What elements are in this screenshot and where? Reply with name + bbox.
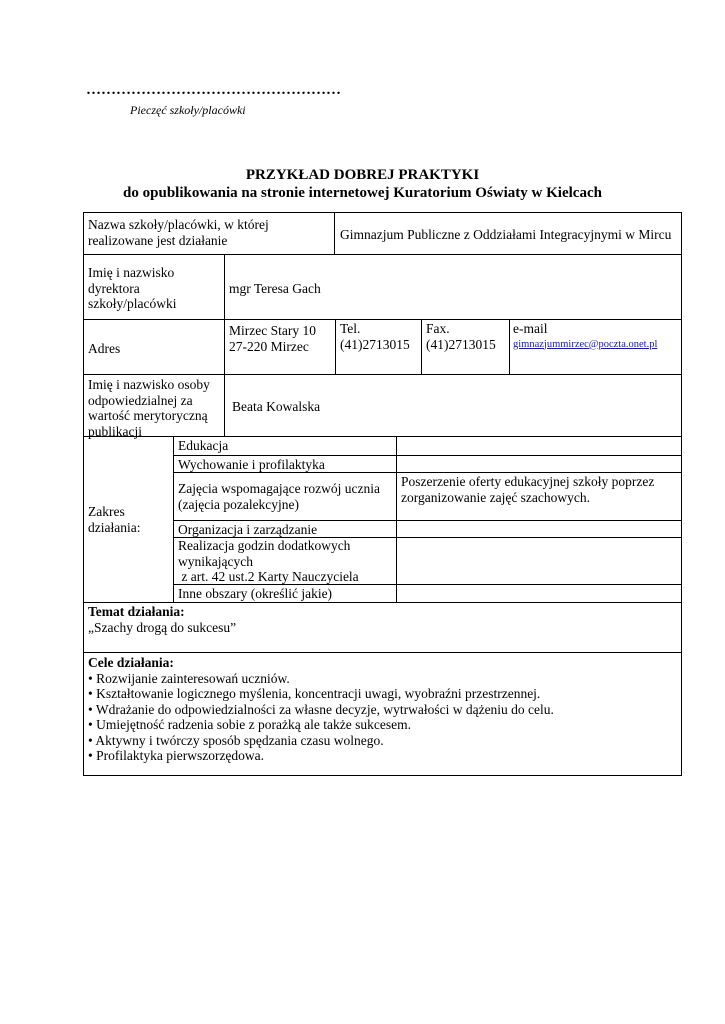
phone-field: Tel. (41)2713015 [340,321,410,352]
director-label: Imię i nazwisko dyrektora szkoły/placówki [88,265,177,311]
topic-section [88,604,236,635]
stamp-dots: …………………………………………… [86,82,341,98]
goals-section [88,655,554,764]
scope-item-education: Edukacja [178,438,229,453]
scope-item-extra-hours: Realizacja godzin dodatkowych wynikających z art. 42 ust.2 Karty Nauczyciela [178,538,359,584]
address-label: Adres [88,341,121,356]
list-item: • Kształtowanie logicznego myślenia, koncentracji uwagi, wyobraźni przestrzennej. [88,686,541,701]
list-item: • Rozwijanie zainteresowań uczniów. [88,670,290,686]
director-value: mgr Teresa Gach [229,281,321,296]
scope-item-upbringing: Wychowanie i profilaktyka [178,457,325,472]
scope-item-organization: Organizacja i zarządzanie [178,522,318,537]
scope-item-other: Inne obszary (określić jakie) [178,586,333,601]
list-item: • Umiejętność radzenia sobie z porażką ale także sukcesem. [88,717,411,732]
scope-item-support: Zajęcia wspomagające rozwój ucznia (zajęcia pozalekcyjne) [178,481,381,512]
page-subtitle: do opublikowania na stronie internetowej Kuratorium Oświaty w Kielcach [123,185,602,201]
topic-label: Temat działania: [88,604,185,619]
responsible-label: Imię i nazwisko osoby odpowiedzialnej za wartość merytoryczną publikacji [88,377,210,439]
topic-value: „Szachy drogą do sukcesu” [88,619,237,635]
school-name-label: Nazwa szkoły/placówki, w której realizowane jest działanie [88,217,269,248]
school-name-value: Gimnazjum Publiczne z Oddziałami Integracyjnymi w Mircu [340,227,672,242]
scope-label: Zakres działania: [88,504,141,535]
email-field: e-mail gimnazjummirzec@poczta.onet.pl [513,321,657,352]
address-value: Mirzec Stary 10 27-220 Mirzec [229,323,316,354]
email-link[interactable]: gimnazjummirzec@poczta.onet.pl [513,338,658,350]
goals-label: Cele działania: [88,655,174,670]
list-item: • Aktywny i twórczy sposób spędzania czasu wolnego. [88,732,384,748]
scope-description: Poszerzenie oferty edukacyjnej szkoły poprzez zorganizowanie zajęć szachowych. [401,474,655,505]
responsible-value: Beata Kowalska [232,399,321,414]
page-title: PRZYKŁAD DOBREJ PRAKTYKI [245,167,480,183]
stamp-label: Pieczęć szkoły/placówki [130,103,246,117]
list-item: • Profilaktyka pierwszorzędowa. [88,748,265,763]
fax-field: Fax. (41)2713015 [426,321,496,352]
list-item: • Wdrażanie do odpowiedzialności za własne decyzje, wytrwałości w dążeniu do celu. [88,701,554,717]
